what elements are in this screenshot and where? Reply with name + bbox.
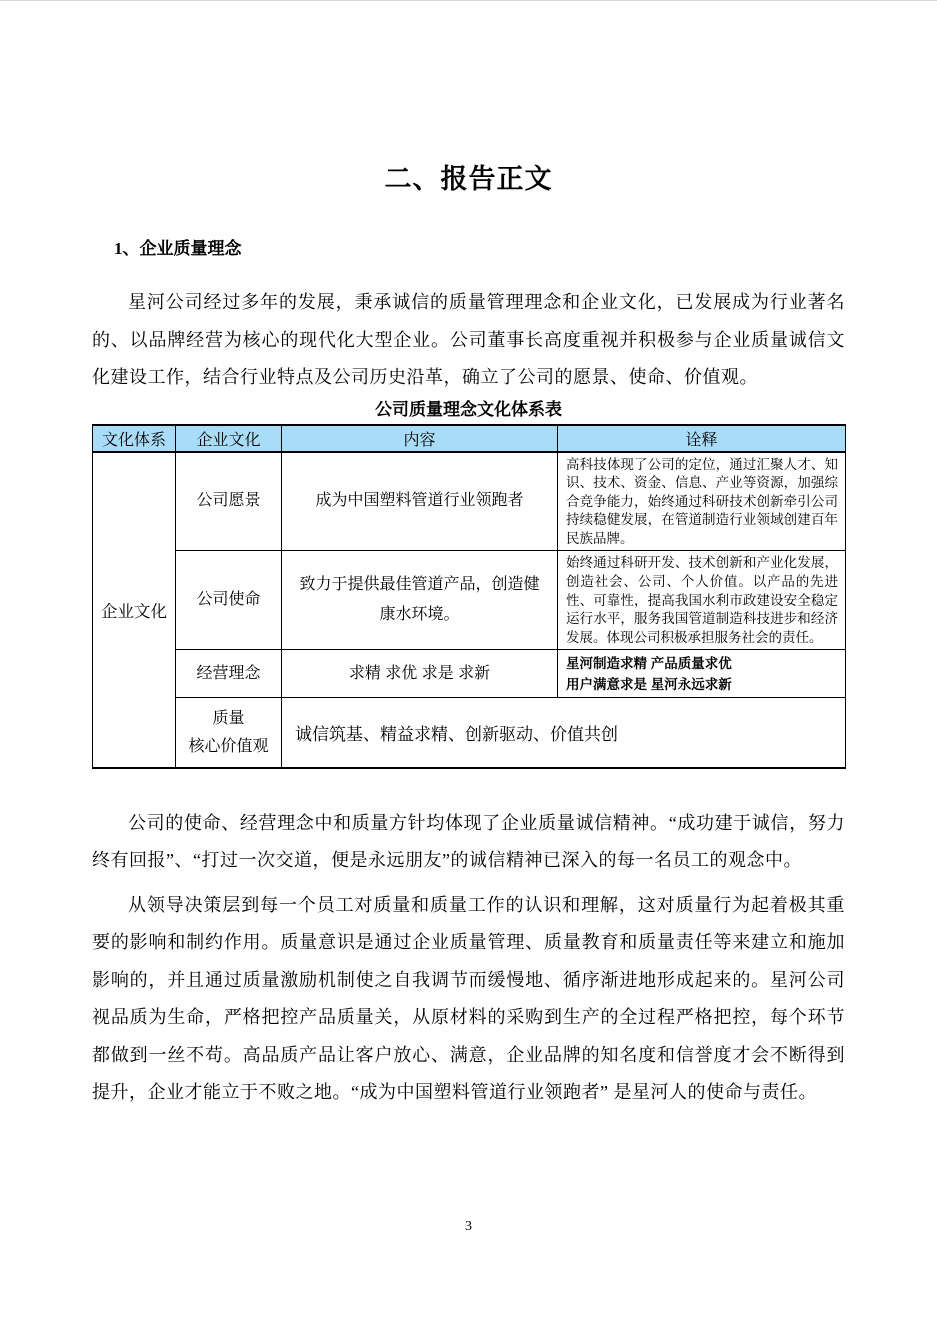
core-values-content-cell: 诚信筑基、精益求精、创新驱动、价值共创 bbox=[282, 698, 846, 768]
vision-content-cell: 成为中国塑料管道行业领跑者 bbox=[282, 452, 558, 551]
section-heading: 1、企业质量理念 bbox=[114, 239, 242, 258]
core-values-name-line2: 核心价值观 bbox=[188, 737, 269, 755]
vision-name-cell: 公司愿景 bbox=[176, 452, 282, 551]
page-content bbox=[0, 1, 937, 1112]
header-interpretation: 诠释 bbox=[558, 425, 846, 452]
vision-interpretation-cell: 高科技体现了公司的定位，通过汇聚人才、知识、技术、资金、信息、产业等资源，加强综合竞争能力，始终通过科研技术创新牵引公司持续稳健发展，在管道制造行业领域创建百年民族品牌。 bbox=[558, 452, 846, 551]
body-paragraph-1: 星河公司经过多年的发展，秉承诚信的质量管理理念和企业文化，已发展成为行业著名的、以品牌经营为核心的现代化大型企业。公司董事长高度重视并积极参与企业质量诚信文化建设工作，结合行业特点及公司历史沿革，确立了公司的愿景、使命、价值观。 bbox=[92, 292, 845, 387]
header-enterprise-culture: 企业文化 bbox=[176, 425, 282, 452]
mission-name-cell: 公司使命 bbox=[176, 551, 282, 650]
mission-interpretation-cell: 始终通过科研开发、技术创新和产业化发展，创造社会、公司、个人价值。以产品的先进性、可靠性，提高我国水利市政建设安全稳定运行水平，服务我国管道制造科技进步和经济发展。体现公司积极承担服务社会的责任。 bbox=[558, 551, 846, 650]
category-cell: 企业文化 bbox=[93, 452, 176, 768]
table-row-core-values bbox=[93, 698, 846, 768]
concept-interpretation-line1: 星河制造求精 产品质量求优 bbox=[566, 656, 732, 672]
table-title: 公司质量理念文化体系表 bbox=[375, 399, 562, 419]
page-number: 3 bbox=[465, 1219, 472, 1234]
table-header-row bbox=[93, 425, 846, 452]
core-values-name-cell bbox=[176, 698, 282, 768]
table-row-vision bbox=[93, 452, 846, 551]
document-title: 二、报告正文 bbox=[384, 164, 553, 194]
body-paragraph-3: 从领导决策层到每一个员工对质量和质量工作的认识和理解，这对质量行为起着极其重要的影响和制约作用。质量意识是通过企业质量管理、质量教育和质量责任等来建立和施加影响的，并且通过质量激励机制使之自我调节而缓慢地、循序渐进地形成起来的。星河公司视品质为生命，严格把控产品质量关，从原材料的采购到生产的全过程严格把控，每个环节都做到一丝不苟。高品质产品让客户放心、满意，企业品牌的知名度和信誉度才会不断得到提升，企业才能立于不败之地。“成为中国塑料管道行业领跑者” 是星河人的使命与责任。 bbox=[92, 894, 845, 1103]
body-paragraph-2: 公司的使命、经营理念中和质量方针均体现了企业质量诚信精神。“成功建于诚信，努力终有回报”、“打过一次交道，便是永远朋友”的诚信精神已深入的每一名员工的观念中。 bbox=[92, 812, 845, 871]
concept-interpretation-cell bbox=[558, 650, 846, 698]
header-content: 内容 bbox=[282, 425, 558, 452]
table-row-mission bbox=[93, 551, 846, 650]
culture-system-table bbox=[92, 424, 846, 769]
table-row-concept bbox=[93, 650, 846, 698]
concept-interpretation-line2: 用户满意求是 星河永远求新 bbox=[566, 677, 732, 693]
header-culture-system: 文化体系 bbox=[93, 425, 176, 452]
concept-name-cell: 经营理念 bbox=[176, 650, 282, 698]
concept-content-cell: 求精 求优 求是 求新 bbox=[282, 650, 558, 698]
mission-content-cell: 致力于提供最佳管道产品，创造健康水环境。 bbox=[282, 551, 558, 650]
core-values-name-line1: 质量 bbox=[212, 709, 245, 727]
